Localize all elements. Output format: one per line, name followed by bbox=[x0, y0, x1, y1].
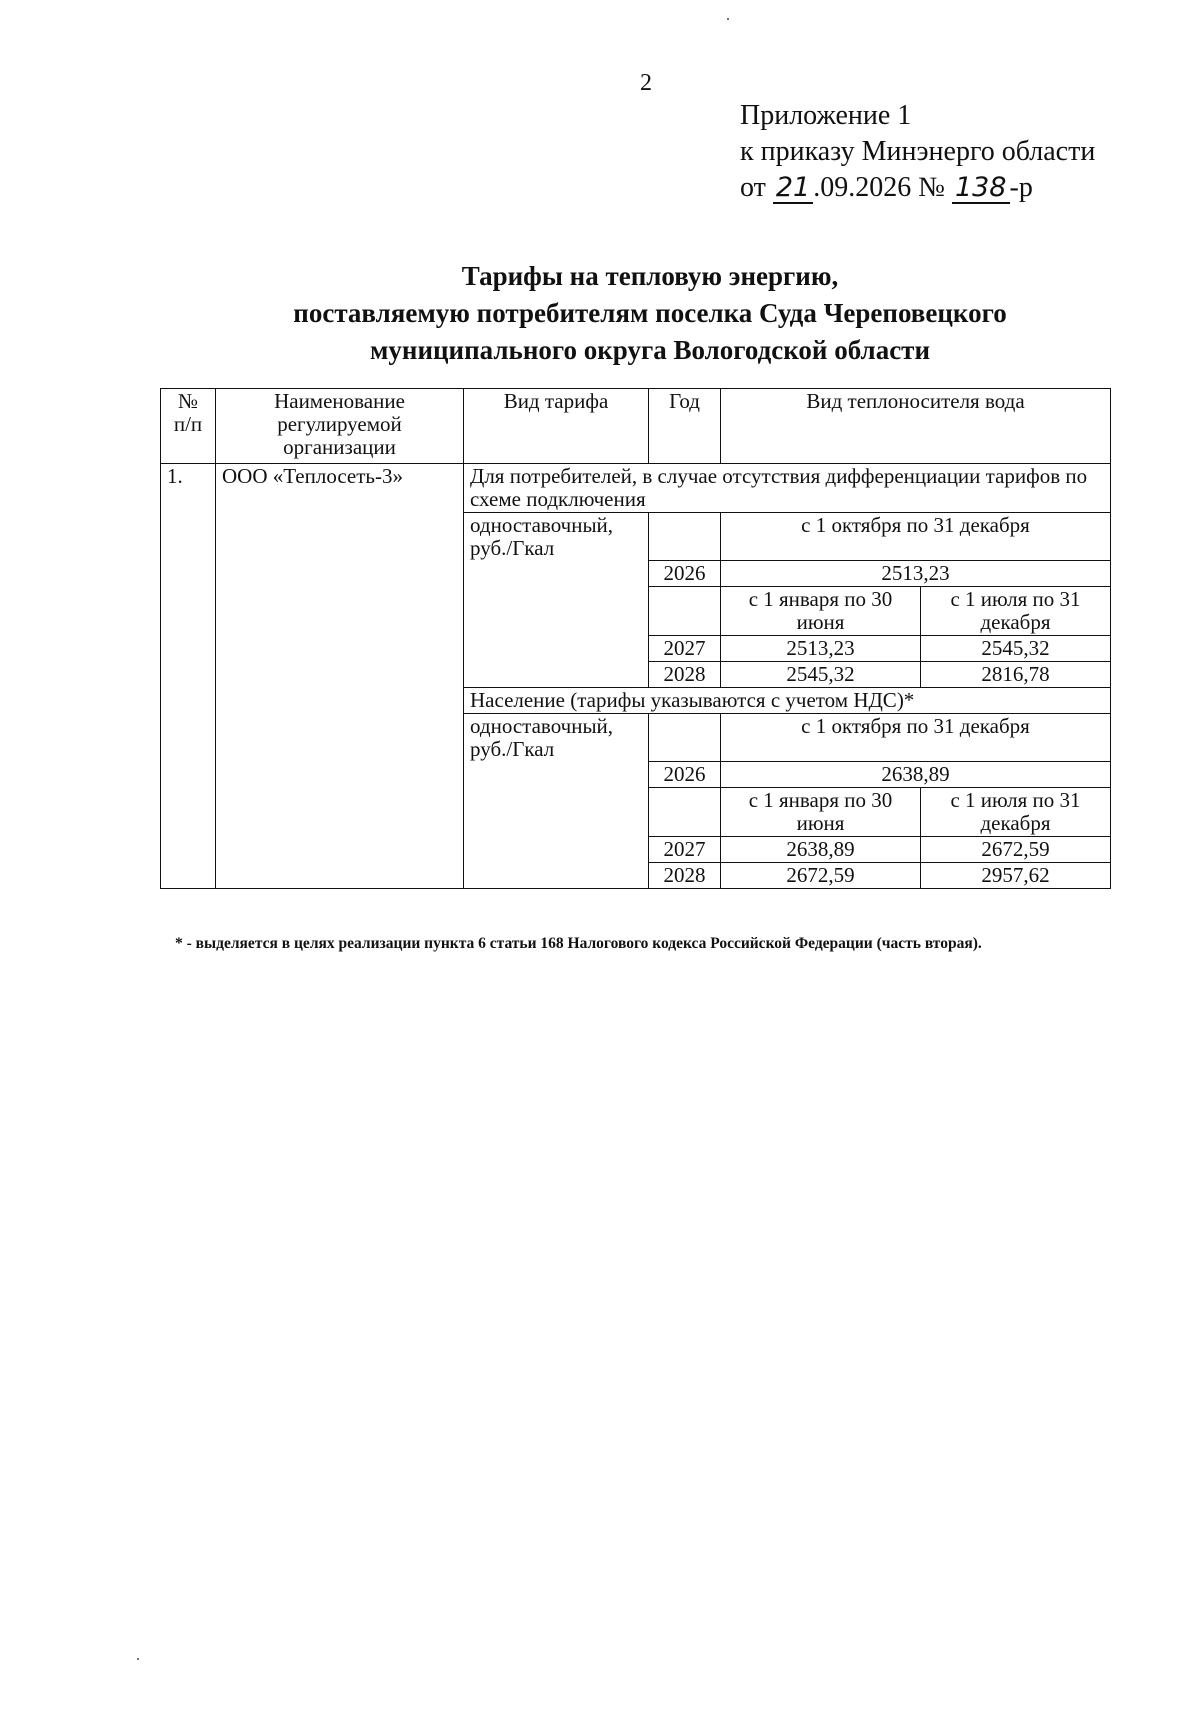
annex-header bbox=[740, 98, 1095, 206]
empty-year-cell bbox=[649, 513, 721, 561]
annex-date-mid: .09.2026 № bbox=[813, 172, 945, 203]
annex-title: Приложение 1 bbox=[740, 100, 912, 131]
title-line-1: Тарифы на тепловую энергию, bbox=[461, 261, 839, 291]
org-name: ООО «Теплосеть-3» bbox=[216, 464, 464, 889]
section2-half2-label: с 1 июля по 31 декабря bbox=[921, 788, 1111, 837]
annex-date-line bbox=[740, 170, 1095, 206]
section2-period-full: с 1 октября по 31 декабря bbox=[721, 714, 1111, 762]
handwritten-day: 21 bbox=[773, 174, 813, 204]
empty-year-cell bbox=[649, 788, 721, 837]
header-year: Год bbox=[649, 389, 721, 464]
scan-speck bbox=[727, 18, 729, 20]
section1-year-2026: 2026 bbox=[649, 561, 721, 587]
section2-2027-h2: 2672,59 bbox=[921, 837, 1111, 863]
section1-half2-label: с 1 июля по 31 декабря bbox=[921, 587, 1111, 636]
section1-year-2028: 2028 bbox=[649, 662, 721, 688]
annex-date-suffix: -р bbox=[1009, 172, 1033, 203]
table-header-row bbox=[161, 389, 1111, 464]
table-row bbox=[161, 464, 1111, 513]
section1-value-2026: 2513,23 bbox=[721, 561, 1111, 587]
title-line-2: поставляемую потребителям поселка Суда Череповецкого bbox=[293, 298, 1007, 328]
header-num: № п/п bbox=[161, 389, 216, 464]
tariff-table bbox=[160, 388, 1111, 889]
section2-year-2028: 2028 bbox=[649, 863, 721, 889]
scan-speck bbox=[137, 1658, 139, 1660]
section1-tariff-type: одноставочный, руб./Гкал bbox=[464, 513, 649, 688]
section1-half1-label: с 1 января по 30 июня bbox=[721, 587, 921, 636]
section1-period-full: с 1 октября по 31 декабря bbox=[721, 513, 1111, 561]
section1-year-2027: 2027 bbox=[649, 636, 721, 662]
annex-date-prefix: от bbox=[740, 172, 766, 203]
header-org: Наименование регулируемой организации bbox=[216, 389, 464, 464]
section2-tariff-type: одноставочный, руб./Гкал bbox=[464, 714, 649, 889]
row-number: 1. bbox=[161, 464, 216, 889]
page-number: 2 bbox=[640, 70, 652, 96]
header-tariff-type: Вид тарифа bbox=[464, 389, 649, 464]
section1-2028-h2: 2816,78 bbox=[921, 662, 1111, 688]
title-line-3: муниципального округа Вологодской области bbox=[370, 335, 930, 365]
section2-year-2027: 2027 bbox=[649, 837, 721, 863]
section2-label: Население (тарифы указываются с учетом НДС)* bbox=[464, 688, 1111, 714]
empty-year-cell bbox=[649, 587, 721, 636]
footnote: * - выделяется в целях реализации пункта 6 статьи 168 Налогового кодекса Российской Федерации (часть вторая). bbox=[175, 935, 982, 952]
section1-2027-h1: 2513,23 bbox=[721, 636, 921, 662]
handwritten-order-number: 138 bbox=[952, 174, 1010, 204]
section2-value-2026: 2638,89 bbox=[721, 762, 1111, 788]
section2-2028-h2: 2957,62 bbox=[921, 863, 1111, 889]
annex-order-ref: к приказу Минэнерго области bbox=[740, 136, 1096, 167]
section1-2028-h1: 2545,32 bbox=[721, 662, 921, 688]
section2-year-2026: 2026 bbox=[649, 762, 721, 788]
section1-2027-h2: 2545,32 bbox=[921, 636, 1111, 662]
section2-half1-label: с 1 января по 30 июня bbox=[721, 788, 921, 837]
empty-year-cell bbox=[649, 714, 721, 762]
section1-label: Для потребителей, в случае отсутствия дифференциации тарифов по схеме подключения bbox=[464, 464, 1111, 513]
section2-2027-h1: 2638,89 bbox=[721, 837, 921, 863]
section2-2028-h1: 2672,59 bbox=[721, 863, 921, 889]
document-title bbox=[150, 258, 1150, 369]
header-carrier: Вид теплоносителя вода bbox=[721, 389, 1111, 464]
